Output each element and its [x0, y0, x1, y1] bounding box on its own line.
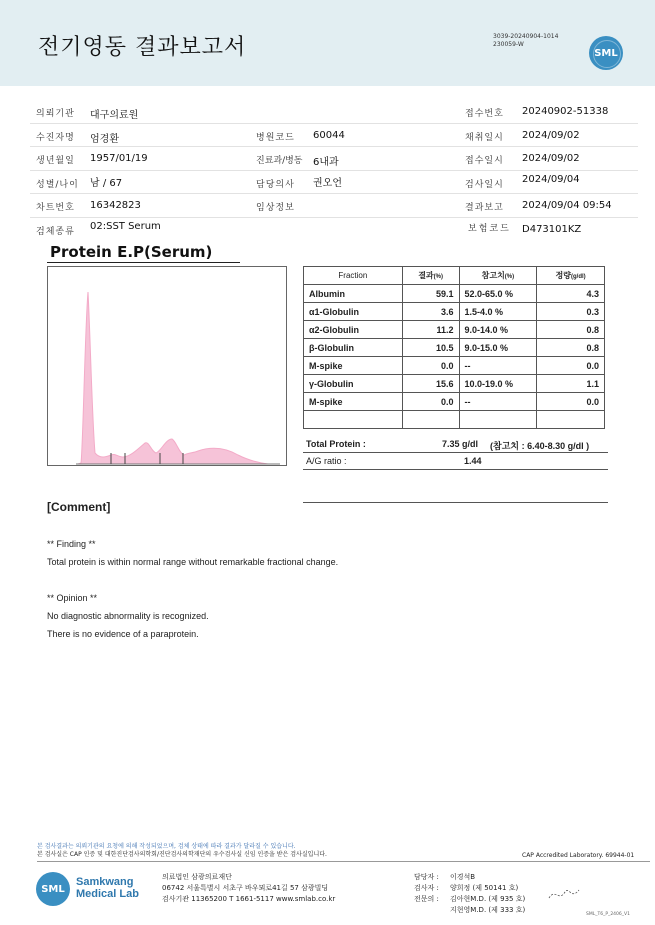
blank-row [303, 470, 608, 503]
test-date-label: 검사일시 [465, 179, 504, 190]
col-result: 결과(%) [402, 267, 459, 285]
fraction-name-cell [304, 411, 403, 429]
total-protein-label: Total Protein : [306, 439, 366, 449]
receipt-no-value: 20240902-51338 [522, 106, 609, 117]
fraction-result-cell: 0.0 [402, 393, 459, 411]
footer-org-address: 06742 서울특별시 서초구 바우뫼로41길 57 삼광빌딩 [162, 884, 329, 892]
table-row [304, 285, 605, 303]
footer-notice-2: 본 검사실은 CAP 인증 및 대한진단검사의학회/진단검사의학재단의 우수검사실 신임 인증을 받은 검사실입니다. [37, 851, 327, 858]
info-row [30, 147, 638, 171]
totals-block [303, 436, 608, 503]
ag-ratio-row [303, 453, 608, 470]
report-label: 결과보고 [465, 203, 504, 213]
opinion-text-1: No diagnostic abnormality is recognized. [47, 611, 209, 621]
fraction-ref-cell [459, 411, 537, 429]
staff-name: 이경석B [450, 873, 476, 881]
fraction-name-cell: M-spike [304, 393, 403, 411]
comment-title: [Comment] [47, 500, 111, 514]
fraction-quant-cell: 0.0 [537, 393, 605, 411]
fraction-quant-cell: 0.3 [537, 303, 605, 321]
table-row [304, 393, 605, 411]
footer-org-contact: 검사기관 11365200 T 1661-5117 www.smlab.co.kr [162, 895, 336, 903]
footer-org-name: 의료법인 삼광의료재단 [162, 873, 232, 881]
electrophoresis-curve [78, 292, 268, 464]
fraction-ref-cell: 10.0-19.0 % [459, 375, 537, 393]
col-ref: 참고치(%) [459, 267, 537, 285]
staff-name: 지현영M.D. (제 333 호) [450, 906, 526, 914]
info-row [30, 171, 638, 195]
receipt-no-label: 접수번호 [465, 109, 504, 119]
footer-staff [414, 872, 525, 916]
clinical-label: 임상정보 [256, 203, 295, 213]
info-row [30, 194, 638, 218]
document-id-line-2: 230059-W [493, 41, 524, 48]
fraction-ref-cell: 52.0-65.0 % [459, 285, 537, 303]
footer-divider [37, 861, 650, 862]
report-title: 전기영동 결과보고서 [38, 35, 247, 60]
birth-label: 생년월일 [36, 156, 75, 166]
patient-info [30, 100, 638, 241]
cap-accreditation: CAP Accredited Laboratory. 69944-01 [522, 852, 635, 859]
fraction-result-cell: 0.0 [402, 357, 459, 375]
staff-name: 김아현M.D. (제 935 호) [450, 895, 526, 903]
chart-no-label: 차트번호 [36, 203, 75, 213]
insurance-value: D473101KZ [522, 223, 582, 235]
table-row [304, 321, 605, 339]
doctor-value: 권오언 [313, 177, 342, 189]
collect-date-label: 채취일시 [465, 132, 504, 143]
staff-row [414, 894, 525, 905]
staff-row [414, 883, 525, 894]
staff-row [414, 872, 525, 883]
col-quant: 정량(g/dl) [537, 267, 605, 285]
dept-value: 6내과 [313, 157, 339, 168]
footer-brand [76, 876, 139, 900]
footer-sml-logo: SML [36, 872, 70, 906]
footer-notice-1: 본 검사결과는 의뢰기관의 요청에 의해 작성되었으며, 검체 상태에 따라 결과가 달라질 수 있습니다. [37, 843, 296, 850]
report-value: 2024/09/04 09:54 [522, 200, 612, 211]
finding-text: Total protein is within normal range without remarkable fractional change. [47, 557, 339, 567]
fraction-name-cell: M-spike [304, 357, 403, 375]
footer-organization [162, 872, 335, 905]
fraction-name-cell: γ-Globulin [304, 375, 403, 393]
info-row [30, 124, 638, 148]
document-id [493, 33, 558, 49]
fraction-name-cell: Albumin [304, 285, 403, 303]
total-protein-ref: (참고치 : 6.40-8.30 g/dl ) [490, 441, 590, 451]
institution-label: 의뢰기관 [36, 109, 75, 119]
table-header-row [304, 267, 605, 285]
staff-role: 담당자 : [414, 873, 439, 881]
birth-value: 1957/01/19 [90, 153, 148, 164]
receipt-date-label: 접수일시 [465, 156, 504, 166]
staff-role: 전문의 : [414, 895, 439, 903]
fraction-name-cell: α1-Globulin [304, 303, 403, 321]
fraction-ref-cell: -- [459, 357, 537, 375]
info-row [30, 218, 638, 242]
fraction-ref-cell: 9.0-14.0 % [459, 321, 537, 339]
fraction-quant-cell: 0.8 [537, 339, 605, 357]
patient-value: 엄경환 [90, 133, 119, 145]
info-row [30, 100, 638, 124]
test-date-value: 2024/09/04 [522, 173, 580, 185]
staff-name: 양희정 (제 50141 호) [450, 884, 519, 892]
fraction-table [303, 266, 605, 429]
footer-brand-line-1: Samkwang [76, 876, 134, 888]
form-code: SML_T6_P_2406_V1 [586, 912, 630, 917]
fraction-quant-cell: 1.1 [537, 375, 605, 393]
fraction-name-cell: α2-Globulin [304, 321, 403, 339]
section-underline [47, 262, 240, 263]
chart-no-value: 16342823 [90, 200, 141, 211]
sex-age-label: 성별/나이 [36, 179, 79, 190]
section-title: Protein E.P(Serum) [50, 243, 213, 261]
doctor-label: 담당의사 [256, 179, 295, 190]
institution-value: 대구의료원 [90, 110, 139, 121]
fraction-result-cell: 3.6 [402, 303, 459, 321]
col-fraction: Fraction [304, 267, 403, 285]
table-row [304, 357, 605, 375]
staff-row [414, 905, 525, 916]
fraction-ref-cell: 1.5-4.0 % [459, 303, 537, 321]
sml-logo: SML [589, 36, 623, 70]
opinion-heading: ** Opinion ** [47, 593, 98, 603]
table-row [304, 411, 605, 429]
fraction-quant-cell: 4.3 [537, 285, 605, 303]
signature-mark [545, 880, 585, 910]
fraction-result-cell [402, 411, 459, 429]
fraction-ref-cell: -- [459, 393, 537, 411]
document-id-line-1: 3039-20240904-1014 [493, 33, 559, 40]
fraction-quant-cell: 0.0 [537, 357, 605, 375]
table-row [304, 339, 605, 357]
specimen-value: 02:SST Serum [90, 220, 161, 232]
sex-age-value: 남 / 67 [90, 177, 123, 189]
table-row [304, 375, 605, 393]
fraction-result-cell: 59.1 [402, 285, 459, 303]
footer-brand-line-2: Medical Lab [76, 888, 139, 900]
specimen-label: 검체종류 [36, 226, 75, 237]
finding-heading: ** Finding ** [47, 539, 96, 549]
receipt-date-value: 2024/09/02 [522, 153, 580, 164]
fraction-quant-cell [537, 411, 605, 429]
insurance-label: 보험코드 [468, 223, 511, 234]
ag-ratio-label: A/G ratio : [306, 456, 347, 466]
table-row [304, 303, 605, 321]
hospital-code-label: 병원코드 [256, 132, 295, 143]
hospital-code-value: 60044 [313, 129, 345, 141]
electrophoresis-curve-svg [48, 267, 286, 465]
fraction-result-cell: 11.2 [402, 321, 459, 339]
total-protein-value: 7.35 g/dl [442, 439, 479, 449]
dept-label: 진료과/병동 [256, 156, 303, 166]
footer-notice [37, 843, 327, 859]
fraction-result-cell: 15.6 [402, 375, 459, 393]
ag-ratio-value: 1.44 [464, 456, 482, 466]
collect-date-value: 2024/09/02 [522, 129, 580, 141]
patient-label: 수진자명 [36, 132, 75, 143]
total-protein-row [303, 436, 608, 453]
fraction-quant-cell: 0.8 [537, 321, 605, 339]
electrophoresis-graph [47, 266, 287, 466]
staff-role: 검사자 : [414, 884, 439, 892]
fraction-name-cell: β-Globulin [304, 339, 403, 357]
opinion-text-2: There is no evidence of a paraprotein. [47, 629, 199, 639]
fraction-result-cell: 10.5 [402, 339, 459, 357]
fraction-ref-cell: 9.0-15.0 % [459, 339, 537, 357]
